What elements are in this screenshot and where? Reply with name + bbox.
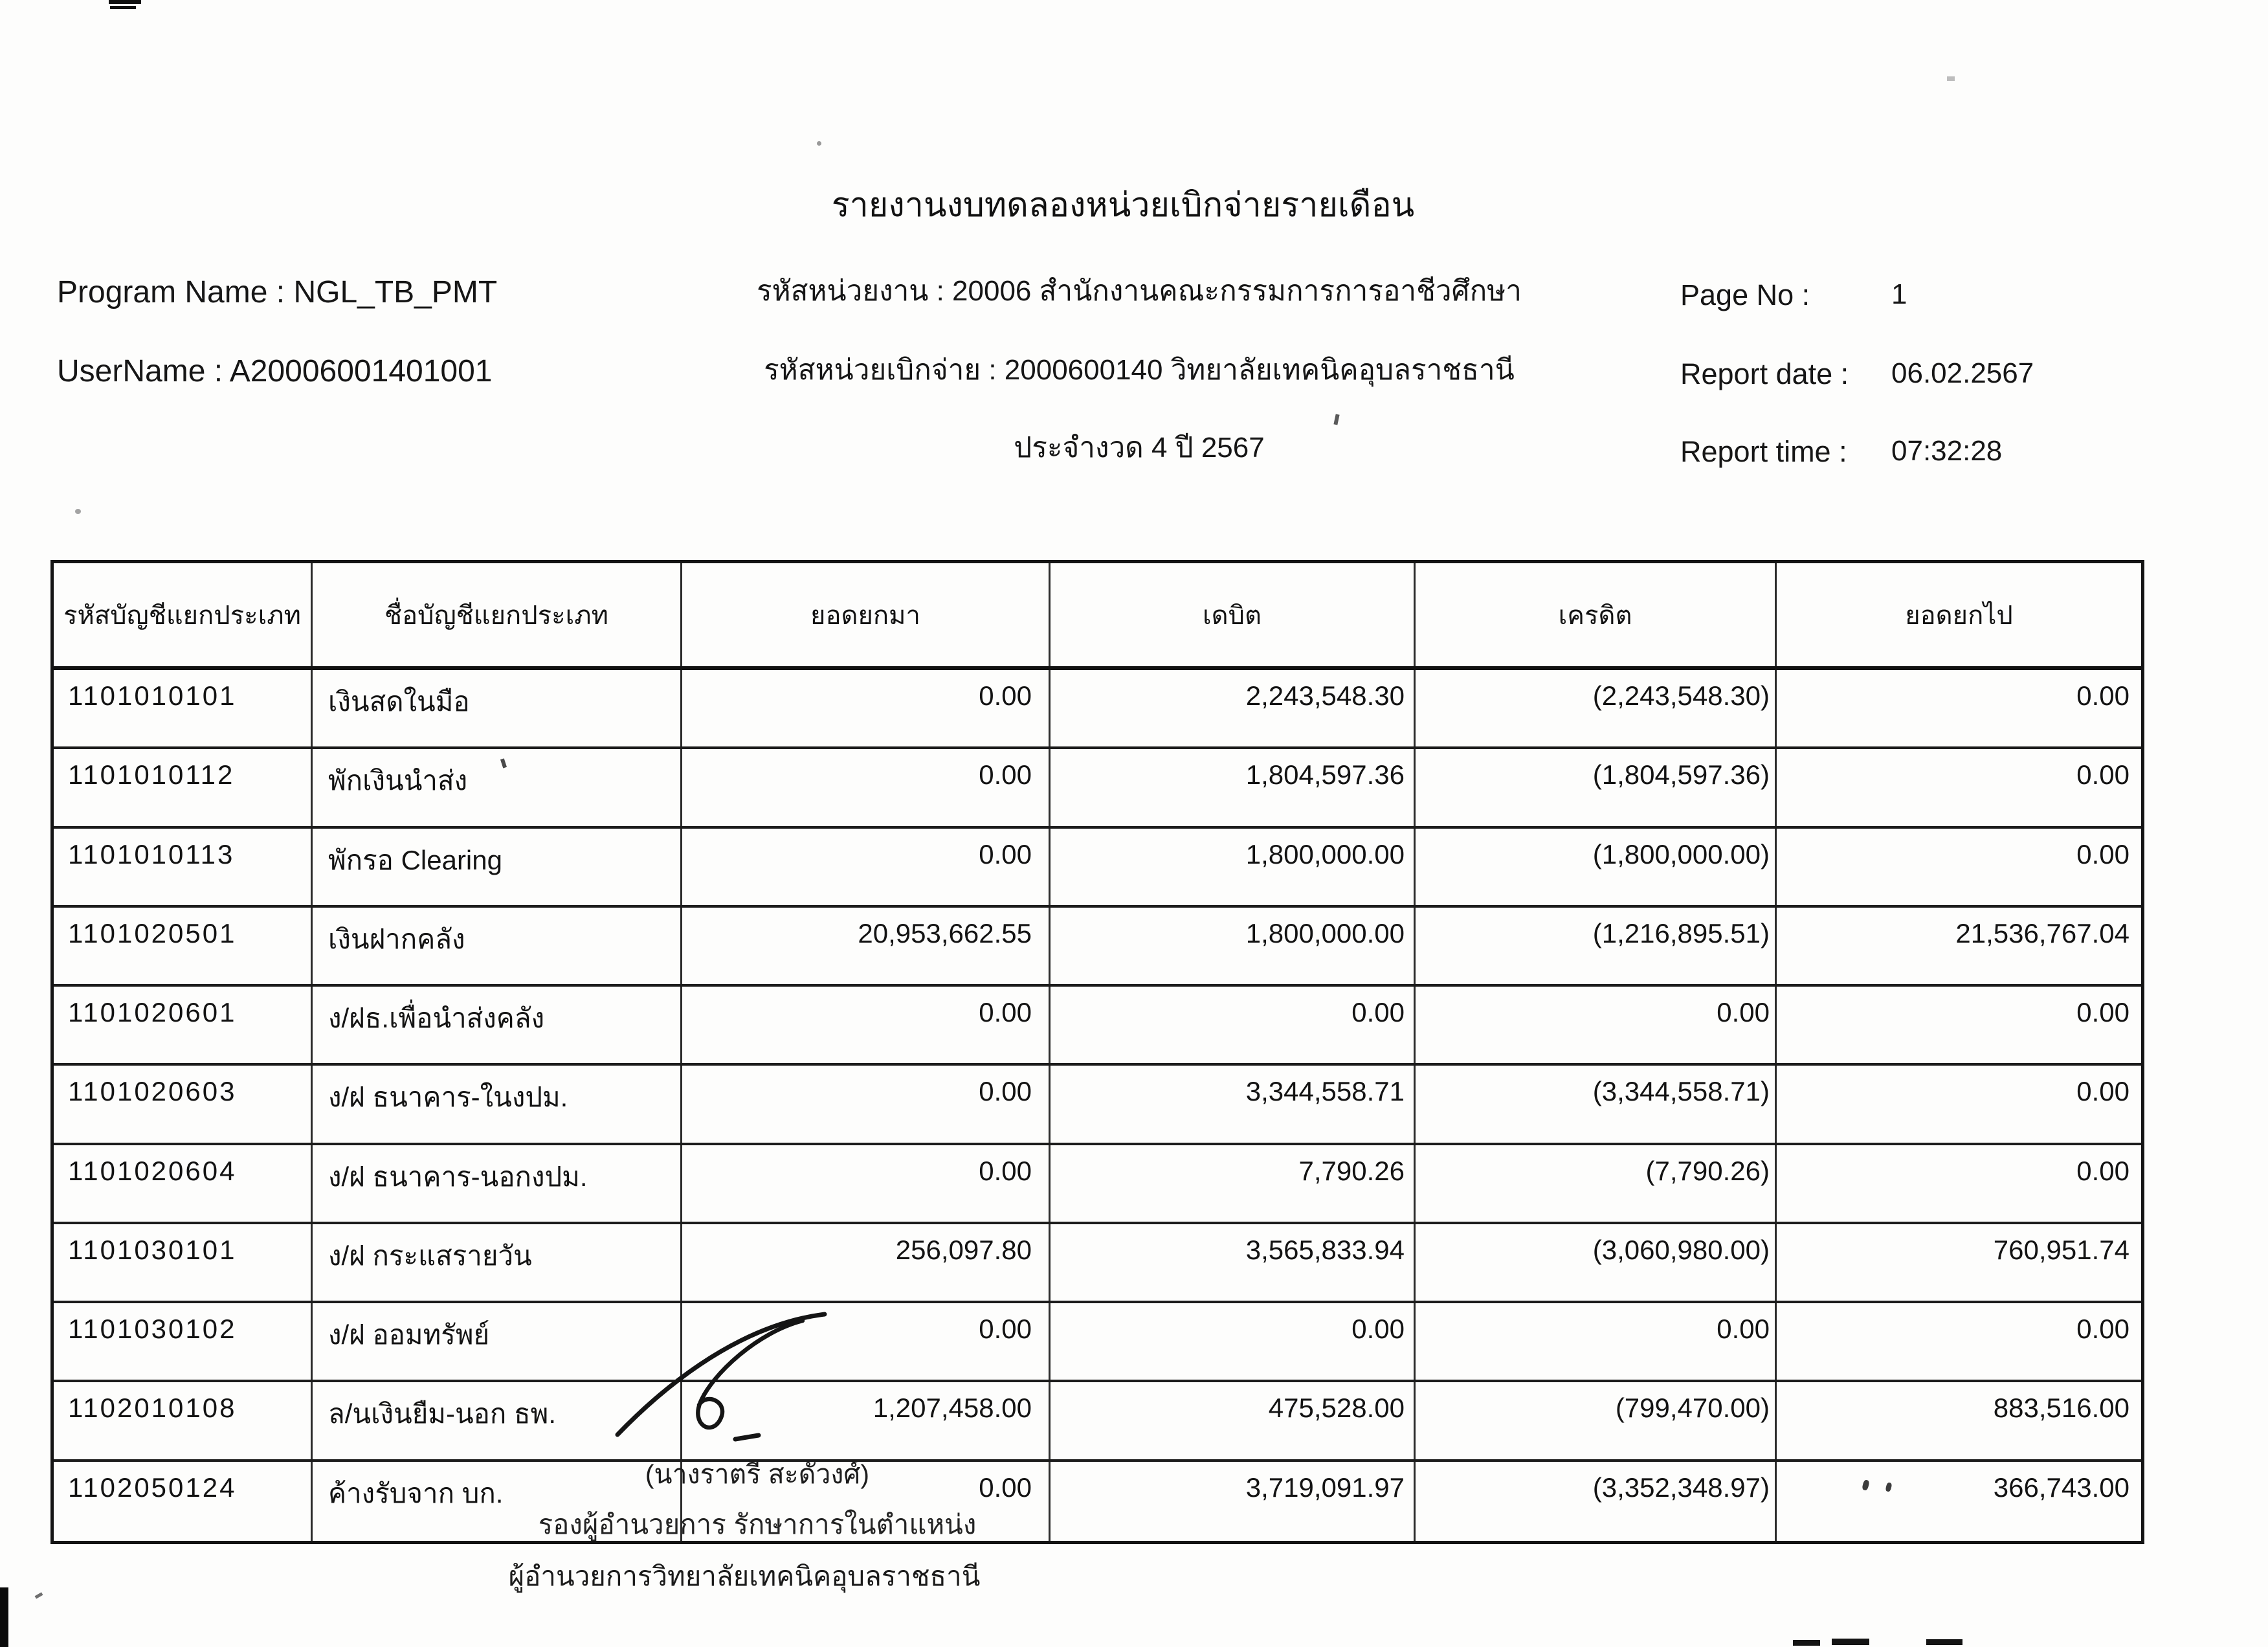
cell-credit: (1,800,000.00) <box>1416 829 1777 905</box>
scan-artifact <box>1333 414 1339 425</box>
cell-end-balance: 21,536,767.04 <box>1955 917 2129 948</box>
cell-end-balance: 0.00 <box>2076 1314 2129 1345</box>
cell-account-name: ง/ฝ ธนาคาร-ในงปม. <box>313 1066 682 1142</box>
cell-end-balance: 760,951.74 <box>1993 1234 2129 1265</box>
cell-account-code: 1101010101 <box>54 670 313 746</box>
scan-artifact <box>1926 1639 1962 1645</box>
table-body <box>54 670 2141 1541</box>
scan-artifact <box>1793 1640 1820 1646</box>
cell-account-name: ง/ฝ ออมทรัพย์ <box>313 1303 682 1380</box>
cell-account-name: ค้างรับจาก บก. <box>313 1462 682 1541</box>
cell-debit: 3,344,558.71 <box>1051 1066 1416 1142</box>
cell-debit: 3,719,091.97 <box>1051 1462 1416 1541</box>
agency-code-line: รหัสหน่วยงาน : 20006 สำนักงานคณะกรรมการการอาชีวศึกษา <box>757 275 1522 307</box>
cell-begin-balance: 0.00 <box>682 829 1051 905</box>
cell-credit: 0.00 <box>1416 1303 1777 1380</box>
cell-account-name: เงินฝากคลัง <box>313 908 682 984</box>
scan-artifact <box>0 1587 8 1647</box>
cell-account-code: 1101010113 <box>54 829 313 905</box>
cell-begin-balance: 256,097.80 <box>682 1224 1051 1301</box>
report-time-value: 07:32:28 <box>1891 435 2003 467</box>
program-name-line: Program Name : NGL_TB_PMT <box>57 275 498 309</box>
cell-begin-balance: 0.00 <box>682 749 1051 825</box>
table-row <box>54 1382 2141 1461</box>
cell-debit: 3,565,833.94 <box>1051 1224 1416 1301</box>
table-row <box>54 1462 2141 1541</box>
scan-artifact <box>75 509 81 514</box>
page-no-label: Page No : <box>1680 278 1810 311</box>
signer-role-line1: รองผู้อำนวยการ รักษาการในตำแหน่ง <box>538 1509 977 1540</box>
cell-account-code: 1102010108 <box>54 1382 313 1459</box>
cell-debit: 2,243,548.30 <box>1051 670 1416 746</box>
scan-artifact <box>110 6 136 9</box>
cell-debit: 1,800,000.00 <box>1051 829 1416 905</box>
scan-artifact <box>1832 1639 1869 1645</box>
cell-begin-balance: 0.00 <box>682 1145 1051 1222</box>
cell-account-name: ล/นเงินยืม-นอก ธพ. <box>313 1382 682 1459</box>
col-header-debit: เดบิต <box>1051 563 1416 666</box>
table-row <box>54 1303 2141 1382</box>
cell-account-code: 1101030101 <box>54 1224 313 1301</box>
trial-balance-table <box>50 560 2144 1544</box>
table-header-row <box>54 563 2141 670</box>
scan-artifact <box>35 1592 43 1598</box>
username-line: UserName : A20006001401001 <box>57 354 493 388</box>
period-line: ประจำงวด 4 ปี 2567 <box>1014 432 1265 464</box>
cell-account-code: 1101030102 <box>54 1303 313 1380</box>
report-time-label: Report time : <box>1680 435 1847 468</box>
report-title: รายงานงบทดลองหน่วยเบิกจ่ายรายเดือน <box>831 186 1415 224</box>
cell-account-code: 1102050124 <box>54 1462 313 1541</box>
cell-end-balance: 0.00 <box>2076 997 2129 1028</box>
cell-debit: 7,790.26 <box>1051 1145 1416 1222</box>
report-date-label: Report date : <box>1680 357 1849 390</box>
col-header-credit: เครดิต <box>1416 563 1777 666</box>
cell-account-name: พักเงินนำส่ง <box>313 749 682 825</box>
signer-role-line2: ผู้อำนวยการวิทยาลัยเทคนิคอุบลราชธานี <box>508 1561 981 1591</box>
table-row <box>54 987 2141 1066</box>
cell-credit: (3,060,980.00) <box>1416 1224 1777 1301</box>
cell-debit: 0.00 <box>1051 1303 1416 1380</box>
cell-credit: (799,470.00) <box>1416 1382 1777 1459</box>
table-row <box>54 908 2141 987</box>
cell-end-balance: 0.00 <box>2076 1155 2129 1186</box>
cell-account-code: 1101020501 <box>54 908 313 984</box>
cell-credit: (1,804,597.36) <box>1416 749 1777 825</box>
cell-debit: 0.00 <box>1051 987 1416 1063</box>
cell-account-name: ง/ฝ ธนาคาร-นอกงปม. <box>313 1145 682 1222</box>
col-header-begin-balance: ยอดยกมา <box>682 563 1051 666</box>
cell-end-balance: 0.00 <box>2076 759 2129 790</box>
cell-debit: 475,528.00 <box>1051 1382 1416 1459</box>
cell-begin-balance: 0.00 <box>682 1066 1051 1142</box>
cell-credit: (3,352,348.97) <box>1416 1462 1777 1541</box>
cell-end-balance: 0.00 <box>2076 680 2129 711</box>
cell-begin-balance: 0.00 <box>682 987 1051 1063</box>
cell-begin-balance: 0.00 <box>682 670 1051 746</box>
cell-end-balance: 0.00 <box>2076 838 2129 869</box>
cell-begin-balance: 0.00 <box>682 1303 1051 1380</box>
col-header-end-balance: ยอดยกไป <box>1905 601 2013 630</box>
cell-credit: (2,243,548.30) <box>1416 670 1777 746</box>
cell-account-name: เงินสดในมือ <box>313 670 682 746</box>
table-row <box>54 829 2141 908</box>
cell-begin-balance: 0.00 <box>682 1462 1051 1541</box>
cell-account-code: 1101020603 <box>54 1066 313 1142</box>
table-row <box>54 1145 2141 1224</box>
cell-credit: (3,344,558.71) <box>1416 1066 1777 1142</box>
report-date-value: 06.02.2567 <box>1891 357 2034 389</box>
cell-account-code: 1101020604 <box>54 1145 313 1222</box>
cell-account-name: พักรอ Clearing <box>313 829 682 905</box>
cell-account-code: 1101010112 <box>54 749 313 825</box>
table-row <box>54 749 2141 828</box>
scan-artifact <box>1947 76 1955 81</box>
col-header-account-name: ชื่อบัญชีแยกประเภท <box>313 563 682 666</box>
table-row <box>54 670 2141 749</box>
signer-name: (นางราตรี สะดัวงศ์) <box>645 1459 870 1489</box>
cell-debit: 1,804,597.36 <box>1051 749 1416 825</box>
cell-account-name: ง/ฝธ.เพื่อนำส่งคลัง <box>313 987 682 1063</box>
cell-end-balance: 366,743.00 <box>1993 1472 2129 1503</box>
page-no-value: 1 <box>1891 278 1907 310</box>
cell-begin-balance: 1,207,458.00 <box>682 1382 1051 1459</box>
cell-credit: (7,790.26) <box>1416 1145 1777 1222</box>
scan-artifact <box>109 0 141 4</box>
cell-end-balance: 883,516.00 <box>1993 1393 2129 1424</box>
cell-debit: 1,800,000.00 <box>1051 908 1416 984</box>
cell-credit: (1,216,895.51) <box>1416 908 1777 984</box>
disburse-unit-line: รหัสหน่วยเบิกจ่าย : 2000600140 วิทยาลัยเทคนิคอุบลราชธานี <box>764 354 1515 386</box>
table-row <box>54 1066 2141 1145</box>
cell-end-balance: 0.00 <box>2076 1076 2129 1107</box>
handwritten-signature <box>608 1306 828 1446</box>
cell-begin-balance: 20,953,662.55 <box>682 908 1051 984</box>
cell-account-code: 1101020601 <box>54 987 313 1063</box>
col-header-account-code: รหัสบัญชีแยกประเภท <box>54 563 313 666</box>
cell-credit: 0.00 <box>1416 987 1777 1063</box>
scan-artifact <box>817 141 821 146</box>
table-row <box>54 1224 2141 1303</box>
cell-account-name: ง/ฝ กระแสรายวัน <box>313 1224 682 1301</box>
